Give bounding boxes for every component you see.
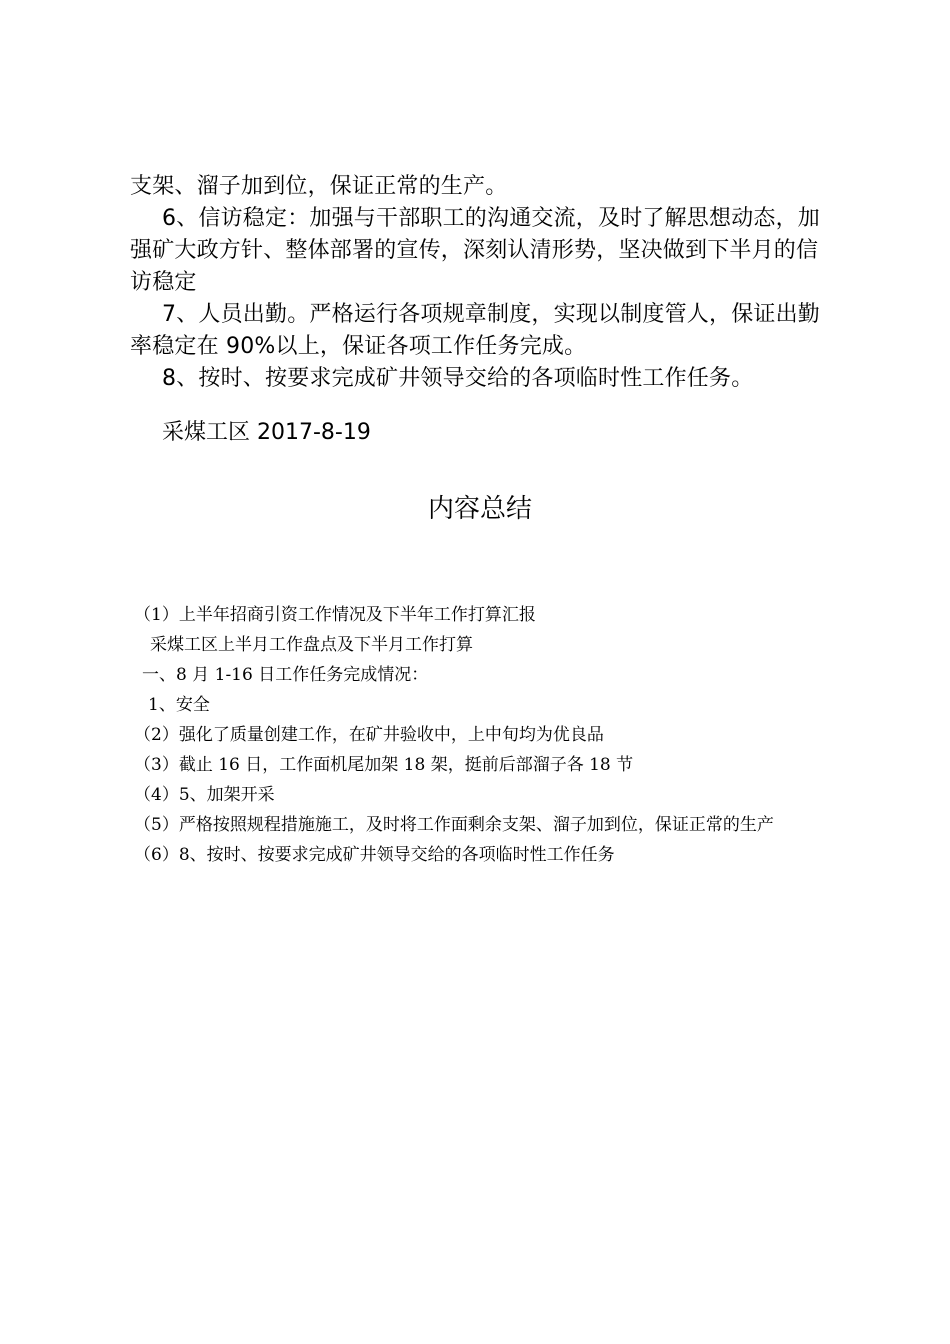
signature-line: 采煤工区 2017-8-19 xyxy=(162,420,371,445)
summary-line: （1）上半年招商引资工作情况及下半年工作打算汇报 xyxy=(134,605,536,625)
summary-list xyxy=(130,600,830,870)
paragraph-item-8: 8、按时、按要求完成矿井领导交给的各项临时性工作任务。 xyxy=(162,366,754,391)
body-text xyxy=(130,171,830,395)
summary-line: 1、安全 xyxy=(148,695,210,715)
summary-title: 内容总结 xyxy=(427,494,532,524)
summary-line: （2）强化了质量创建工作，在矿井验收中，上中旬均为优良品 xyxy=(134,725,604,745)
paragraph-continuation: 支架、溜子加到位，保证正常的生产。 xyxy=(130,174,508,199)
summary-line: （3）截止 16 日，工作面机尾加架 18 架，挺前后部溜子各 18 节 xyxy=(134,755,634,775)
paragraph-item-6: 6、信访稳定：加强与干部职工的沟通交流，及时了解思想动态，加强矿大政方针、整体部署的宣传，深刻认清形势，坚决做到下半月的信访稳定 xyxy=(130,206,820,295)
summary-line: 采煤工区上半月工作盘点及下半月工作打算 xyxy=(150,635,473,655)
summary-line: （4）5、加架开采 xyxy=(134,785,275,805)
summary-line: （5）严格按照规程措施施工，及时将工作面剩余支架、溜子加到位，保证正常的生产 xyxy=(134,815,774,835)
paragraph-item-7: 7、人员出勤。严格运行各项规章制度，实现以制度管人，保证出勤率稳定在 90%以上，保证各项工作任务完成。 xyxy=(130,302,820,359)
summary-line: （6）8、按时、按要求完成矿井领导交给的各项临时性工作任务 xyxy=(134,845,615,865)
summary-line: 一、8 月 1-16 日工作任务完成情况： xyxy=(142,665,429,685)
